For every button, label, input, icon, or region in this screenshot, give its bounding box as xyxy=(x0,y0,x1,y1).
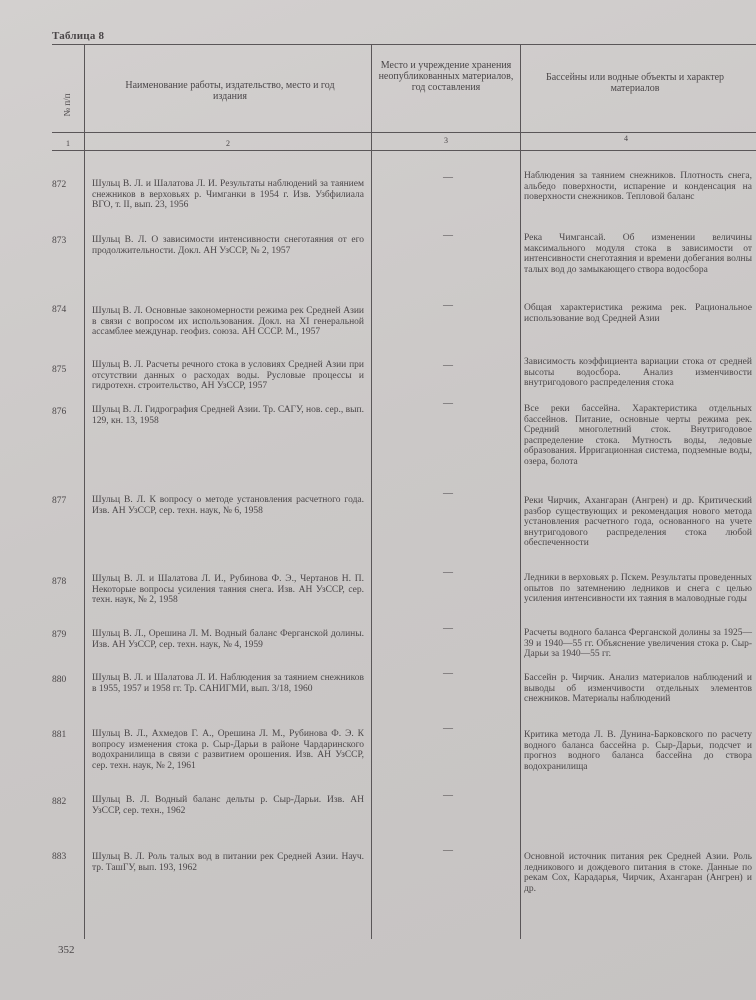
row-title: Шульц В. Л. К вопросу о методе установления расчетного года. Изв. АН УзССР, сер. техн. наук, № 6, 1958 xyxy=(92,495,364,516)
row-place: — xyxy=(443,172,453,183)
header-title: Наименование работы, издательство, место и год издания xyxy=(125,80,335,102)
row-place: — xyxy=(443,790,453,801)
row-number: 873 xyxy=(52,236,67,246)
col-divider-1 xyxy=(84,44,85,939)
colnum-bottom-border xyxy=(52,150,756,151)
row-title: Шульц В. Л. и Шалатова Л. И. Результаты наблюдений за таянием снежников в верховьях р. Чимганки в 1954 г. Изв. Узбфилиала ВГО, т. II, вып. 23, 1956 xyxy=(92,179,364,211)
row-place: — xyxy=(443,398,453,409)
row-number: 876 xyxy=(52,407,67,417)
page-number: 352 xyxy=(58,944,75,956)
row-description: Все реки бассейна. Характеристика отдельных бассейнов. Питание, основные черты режима рек. Средний многолетний сток. Внутригодовое распределение стока. Мутность воды, ледовые образования. Ирригационная система, подземные воды, озера, болота xyxy=(524,404,752,467)
row-title: Шульц В. Л. О зависимости интенсивности снеготаяния от его продолжительности. Докл. АН УзССР, № 2, 1957 xyxy=(92,235,364,256)
row-number: 881 xyxy=(52,730,67,740)
row-description: Ледники в верховьях р. Пскем. Результаты проведенных опытов по затемнению ледников и снега с целью усиления интенсивности их таяния в маловодные годы xyxy=(524,573,752,605)
row-place: — xyxy=(443,488,453,499)
row-number: 878 xyxy=(52,577,67,587)
row-place: — xyxy=(443,668,453,679)
row-title: Шульц В. Л. и Шалатова Л. И., Рубинова Ф. Э., Чертанов Н. П. Некоторые вопросы усиления таяния снега. Изв. АН УзССР, сер. техн. наук, № 2, 1958 xyxy=(92,574,364,606)
row-title: Шульц В. Л. Основные закономерности режима рек Средней Азии в связи с вопросом их использования. Докл. на XI генеральной ассамблее междунар. геофиз. союза. АН СССР. М., 1957 xyxy=(92,306,364,338)
column-number-4: 4 xyxy=(624,134,628,143)
row-title: Шульц В. Л. Водный баланс дельты р. Сыр-Дарьи. Изв. АН УзССР, сер. техн., 1962 xyxy=(92,795,364,816)
column-number-2: 2 xyxy=(226,139,230,148)
row-place: — xyxy=(443,230,453,241)
column-number-1: 1 xyxy=(66,139,70,148)
row-description: Расчеты водного баланса Ферганской долины за 1925—39 и 1940—55 гг. Объяснение увеличения стока р. Сыр-Дарьи за 1940—55 гг. xyxy=(524,628,752,660)
row-place: — xyxy=(443,845,453,856)
row-title: Шульц В. Л. Роль талых вод в питании рек Средней Азии. Науч. тр. ТашГУ, вып. 193, 1962 xyxy=(92,852,364,873)
row-title: Шульц В. Л. Расчеты речного стока в условиях Средней Азии при отсутствии данных о расходах воды. Русловые процессы и гидротехн. строительство, АН УзССР, 1957 xyxy=(92,360,364,392)
table-top-border xyxy=(52,44,756,45)
row-title: Шульц В. Л. и Шалатова Л. И. Наблюдения за таянием снежников в 1955, 1957 и 1958 гг. Тр. САНИГМИ, вып. 3/18, 1960 xyxy=(92,673,364,694)
col-divider-3 xyxy=(520,44,521,939)
table-label: Таблица 8 xyxy=(52,30,105,42)
header-bottom-border xyxy=(52,132,756,133)
header-number: № п/п xyxy=(62,93,72,117)
header-place: Место и учреждение хранения неопубликованных материалов, год составления xyxy=(378,60,514,93)
row-number: 880 xyxy=(52,675,67,685)
row-place: — xyxy=(443,623,453,634)
row-place: — xyxy=(443,300,453,311)
row-description: Реки Чирчик, Ахангаран (Ангрен) и др. Критический разбор существующих и рекомендация нового метода установления расчетного года, основанного на учете внутригодового распределения стока любой обеспеченности xyxy=(524,496,752,549)
row-number: 874 xyxy=(52,305,67,315)
row-description: Бассейн р. Чирчик. Анализ материалов наблюдений и выводы об изменчивости отдельных элементов снежников. Материалы наблюдений xyxy=(524,673,752,705)
row-place: — xyxy=(443,567,453,578)
row-title: Шульц В. Л. Гидрография Средней Азии. Тр. САГУ, нов. сер., вып. 129, кн. 13, 1958 xyxy=(92,405,364,426)
row-description: Зависимость коэффициента вариации стока от средней высоты водосбора. Анализ изменчивости внутригодового распределения стока xyxy=(524,357,752,389)
col-divider-2 xyxy=(371,44,372,939)
row-description: Река Чимгансай. Об изменении величины максимального модуля стока в зависимости от интенсивности снеготаяния и времени добегания волны талых вод до замыкающего створа водосбора xyxy=(524,233,752,275)
row-description: Общая характеристика режима рек. Рациональное использование вод Средней Азии xyxy=(524,303,752,324)
row-description: Критика метода Л. В. Дунина-Барковского по расчету водного баланса бассейна р. Сыр-Дарьи, подсчет и прогноз водного баланса бассейна до створа водохранилища xyxy=(524,730,752,772)
header-basin: Бассейны или водные объекты и характер материалов xyxy=(545,72,725,94)
row-description: Наблюдения за таянием снежников. Плотность снега, альбедо поверхности, испарение и конденсация на поверхности снежников. Тепловой баланс xyxy=(524,171,752,203)
row-number: 883 xyxy=(52,852,67,862)
row-place: — xyxy=(443,723,453,734)
column-number-3: 3 xyxy=(444,136,448,145)
row-number: 879 xyxy=(52,630,67,640)
row-number: 872 xyxy=(52,180,67,190)
row-description: Основной источник питания рек Средней Азии. Роль ледникового и дождевого питания в стоке. Данные по рекам Сох, Карадарья, Чирчик, Ахангаран (Ангрен) и др. xyxy=(524,852,752,894)
row-title: Шульц В. Л., Ахмедов Г. А., Орешина Л. М., Рубинова Ф. Э. К вопросу изменения стока р. Сыр-Дарьи в районе Чардаринского водохранилища в связи с развитием орошения. Изв. АН УзССР, сер. техн. наук, № 2, 1961 xyxy=(92,729,364,771)
row-number: 875 xyxy=(52,365,67,375)
row-number: 882 xyxy=(52,797,67,807)
row-title: Шульц В. Л., Орешина Л. М. Водный баланс Ферганской долины. Изв. АН УзССР, сер. техн. наук, № 4, 1959 xyxy=(92,629,364,650)
row-number: 877 xyxy=(52,496,67,506)
row-place: — xyxy=(443,360,453,371)
